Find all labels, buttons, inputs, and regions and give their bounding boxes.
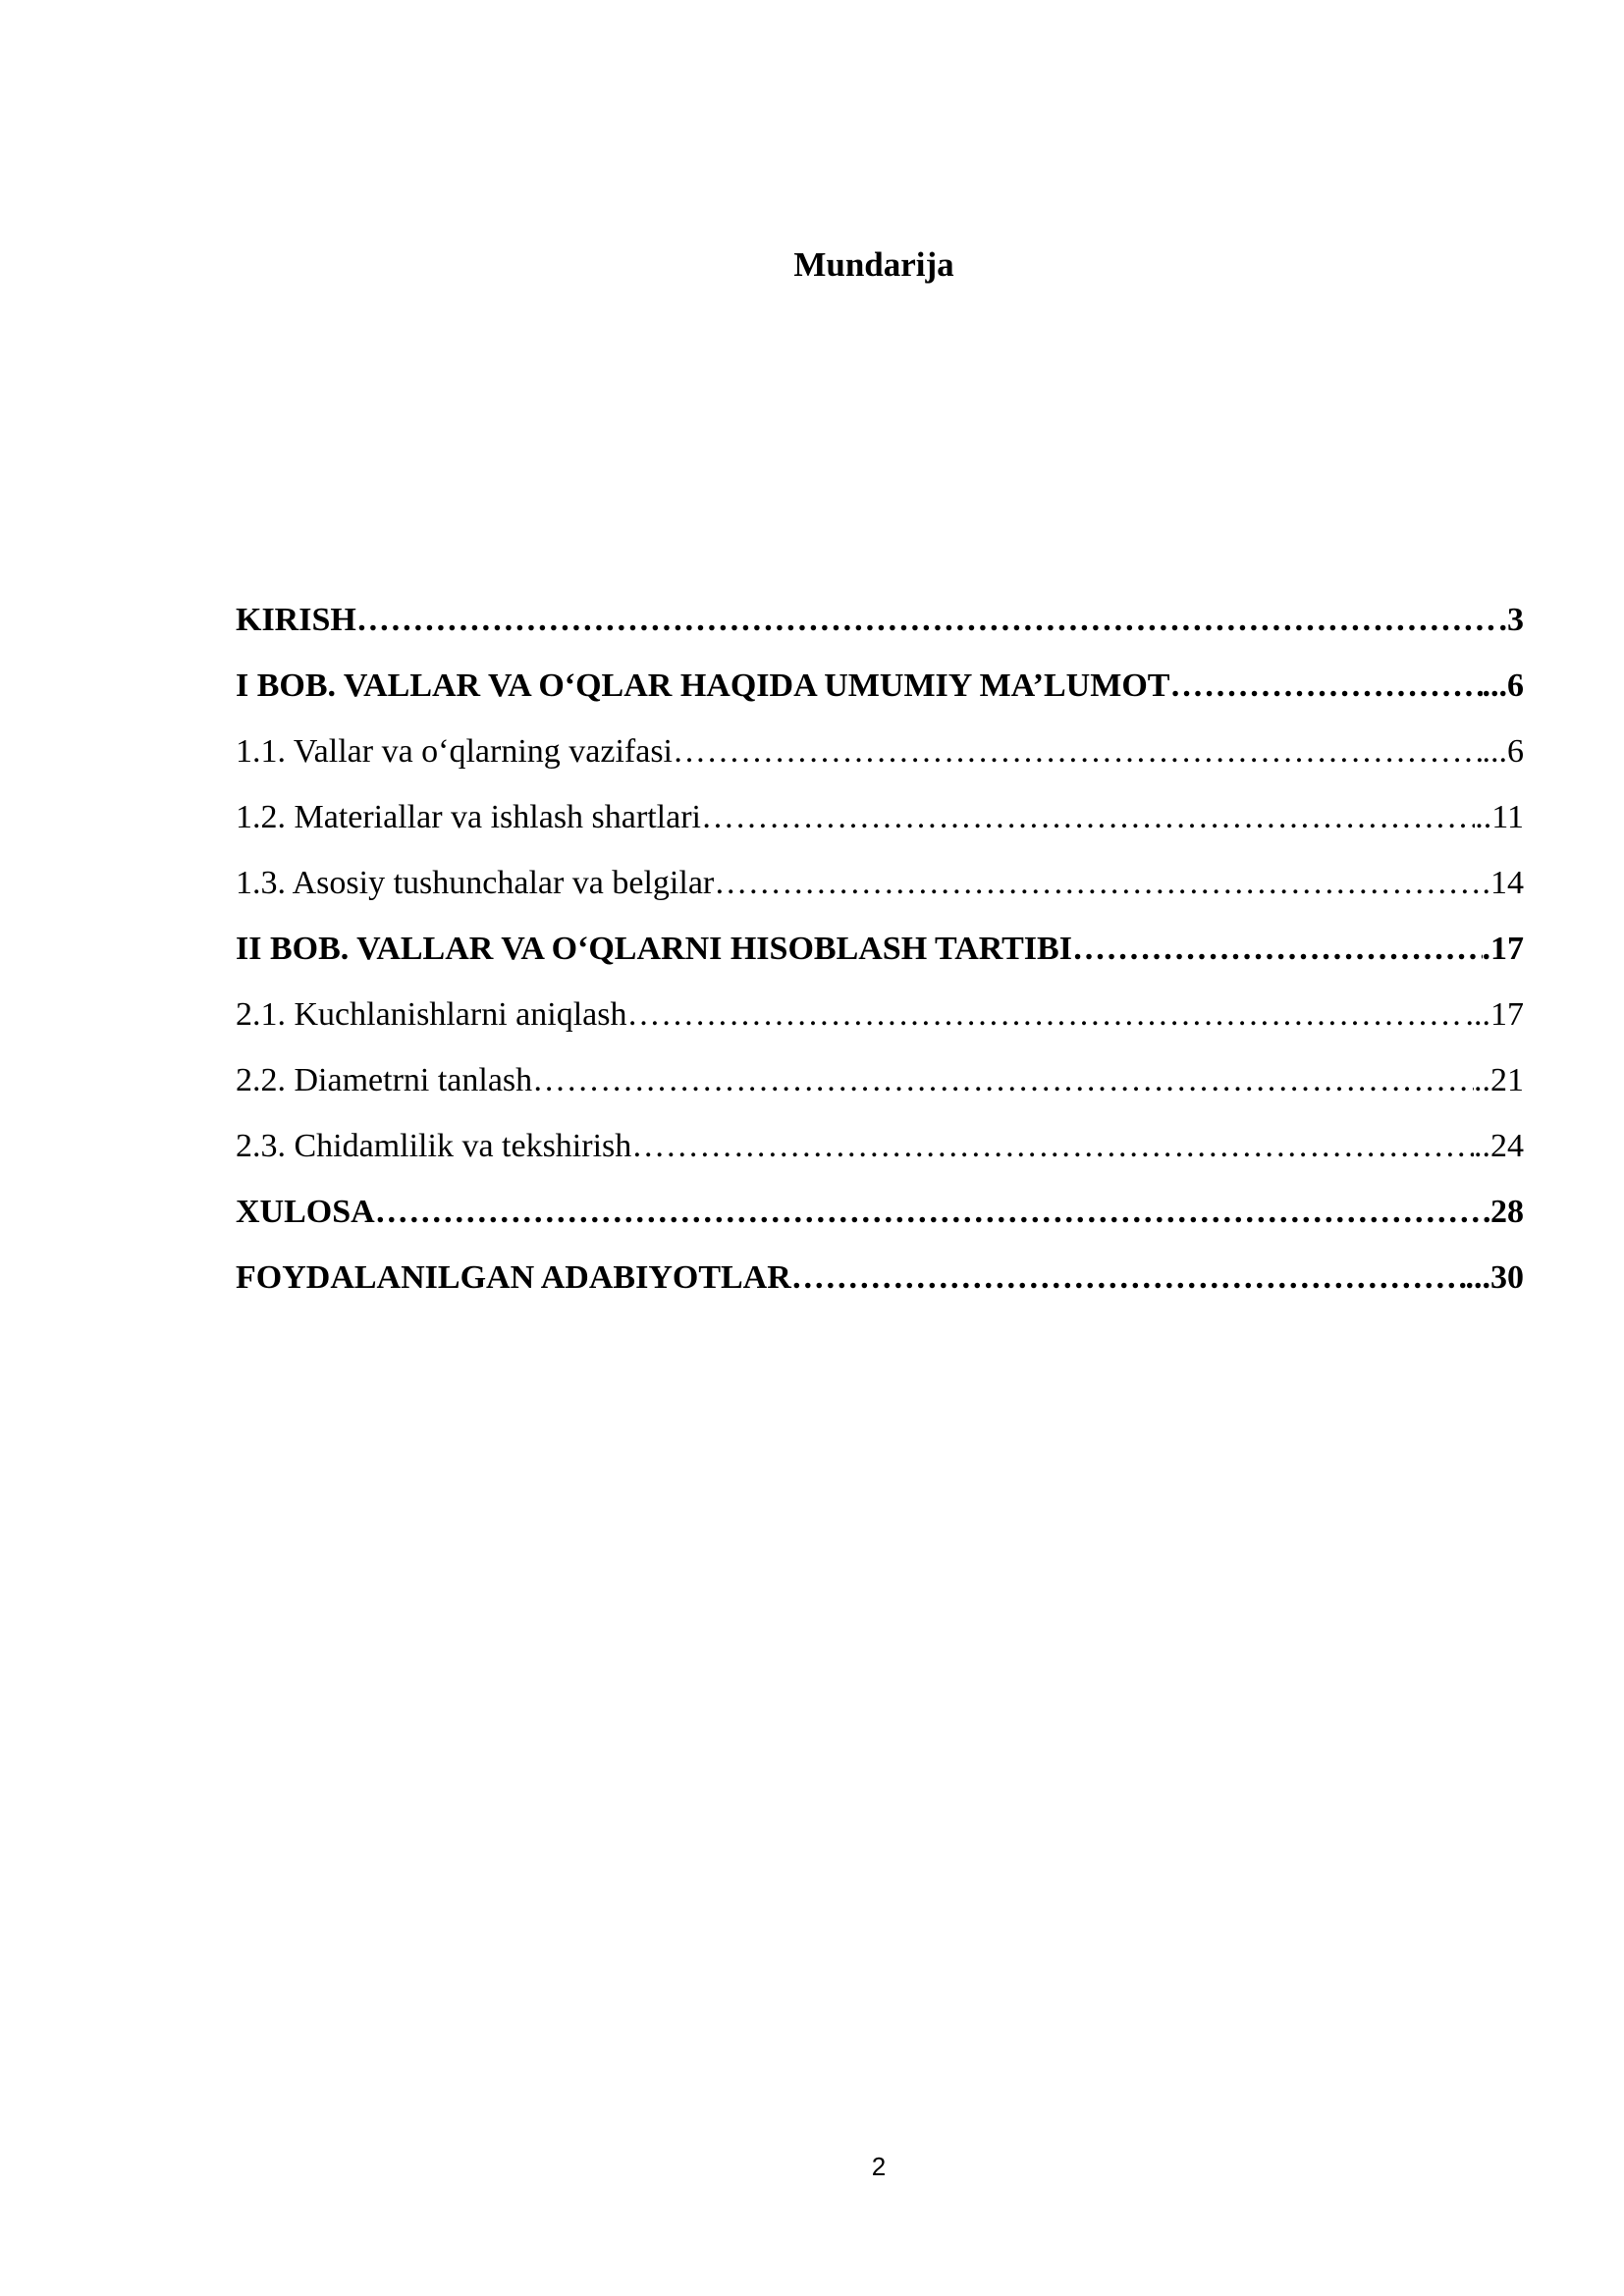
toc-entry[interactable] <box>236 1245 1524 1310</box>
toc-entry-label: FOYDALANILGAN ADABIYOTLAR <box>236 1259 791 1296</box>
toc-entry-label: I BOB. VALLAR VA O‘QLAR HAQIDA UMUMIY MA’LUMOT <box>236 667 1170 704</box>
toc-entry[interactable] <box>236 719 1524 784</box>
toc-leader-dots <box>631 1113 1474 1179</box>
toc-entry-page: ...30 <box>1465 1259 1524 1296</box>
toc-entry-page: ..11 <box>1475 799 1524 835</box>
toc-entry[interactable] <box>236 784 1524 850</box>
toc-entry-page: ...6 <box>1482 667 1524 704</box>
toc-leader-dots <box>375 1179 1490 1245</box>
toc-entry[interactable] <box>236 1047 1524 1113</box>
toc-leader-dots <box>356 587 1499 653</box>
toc-entry-label: 1.3. Asosiy tushunchalar va belgilar <box>236 865 715 901</box>
toc-entry-page: 28 <box>1490 1194 1524 1230</box>
toc-entry[interactable] <box>236 587 1524 653</box>
toc-entry-label: 1.2. Materiallar va ishlash shartlari <box>236 799 701 835</box>
toc-entry-label: KIRISH <box>236 602 356 638</box>
toc-entry-label: 1.1. Vallar va o‘qlarning vazifasi <box>236 733 674 770</box>
toc-leader-dots <box>701 784 1475 850</box>
toc-entry-page: ..21 <box>1474 1062 1524 1098</box>
toc-entry-page: ...6 <box>1482 733 1524 770</box>
toc-entry-page: .3 <box>1498 602 1524 638</box>
toc-entry[interactable] <box>236 850 1524 916</box>
toc-entry-label: 2.2. Diametrni tanlash <box>236 1062 533 1098</box>
page-number: 2 <box>871 2152 887 2181</box>
toc-entry-label: XULOSA <box>236 1194 375 1230</box>
toc-entry[interactable] <box>236 916 1524 982</box>
toc-entry-page: ..24 <box>1474 1128 1524 1164</box>
toc-leader-dots <box>673 719 1482 784</box>
toc-entry[interactable] <box>236 1113 1524 1179</box>
toc-entry-label: 2.1. Kuchlanishlarni aniqlash <box>236 996 627 1033</box>
toc-leader-dots <box>532 1047 1474 1113</box>
toc-entry-page: ...17 <box>1465 996 1524 1033</box>
toc-entry[interactable] <box>236 653 1524 719</box>
toc-leader-dots <box>626 982 1465 1047</box>
toc-entry-page: .17 <box>1482 931 1524 967</box>
toc-entry-label: II BOB. VALLAR VA O‘QLARNI HISOBLASH TARTIBI <box>236 931 1072 967</box>
page-title: Mundarija <box>793 245 954 284</box>
toc-leader-dots <box>714 850 1482 916</box>
toc-entry-label: 2.3. Chidamlilik va tekshirish <box>236 1128 632 1164</box>
toc-leader-dots <box>1169 653 1482 719</box>
toc-entry[interactable] <box>236 1179 1524 1245</box>
table-of-contents <box>236 587 1524 1310</box>
toc-entry[interactable] <box>236 982 1524 1047</box>
toc-entry-page: .14 <box>1482 865 1524 901</box>
toc-leader-dots <box>1072 916 1483 982</box>
toc-leader-dots <box>791 1245 1466 1310</box>
